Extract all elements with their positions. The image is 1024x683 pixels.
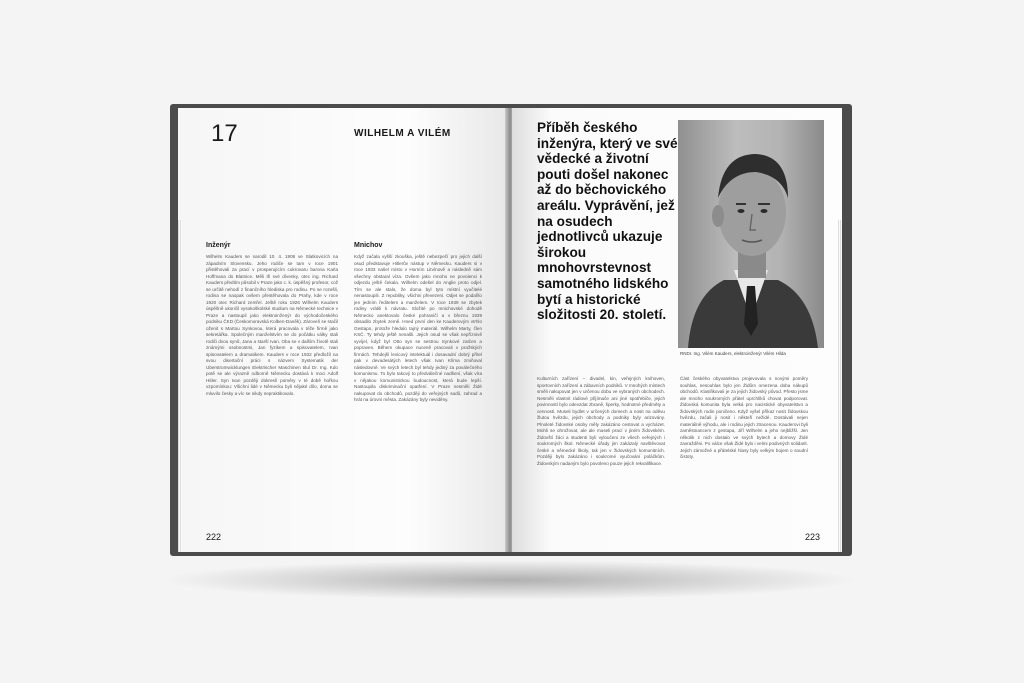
page-number-left: 222: [206, 532, 222, 542]
chapter-title: WILHELM A VILÉM: [354, 128, 451, 139]
chapter-number: 17: [211, 120, 238, 147]
section-heading-munich: Mnichov: [354, 242, 383, 249]
body-column-1: Kulturních zařízení – divadel, kin, veřejných knihoven, sportovních zařízení a zábavních podniků. V mnohých místech směli nakupovat jen v určenou dobu ve vybraných obchodech. Nesměli vlastnit rádiové přijímače ani jiné spotřebiče, jejich povinností bylo odevzdat zbraně, šperky, hodnotné předměty a cennosti. Museli bydlet v určených domech a nosit na oděvu žlutou hvězdu, jejich obchody a podniky byly arizovány. Plnoleté židovské osoby měly zakázáno cestovat a vycházet. Mohli se ohrožovat, ale ale museli prací v jiném židovském. Židovští žáci a studenti byli vyloučeni ze všech veřejných i soukromých škol. Německé úřady jim zakázaly navštěvovat české a německé školy, tak jen v židovských komunitních. Později bylo zakázáno i soukromé vyučování poláčkům. Židovským nadaným bylo povoleno pouze jejich rekvalifikace.: [537, 376, 665, 466]
body-column-2: Část českého obyvatelstva projevovala s novými poměry souhlas, nesouhlas bylo jen Židům omezena doba nákupů obchodů. Klasifikovali je za jejich židovský původ. Přesto jsme ale mnoho soukromých přátel uprchlíků chovat podporovat. Židovská komunita byla velká pro nacistické obyvatelstvo a židovských rodin poničeno. Když vyšel příkaz nosit židovskou hvězdu, začali ji nosit i někteří nežidé. Dostávali nejen materiálně výhodu, ale i rodinu jejich ztracenou. Kauderovi byli zaměstnancem z gestapa, Jiří Wilhelm a jeho nejbližší. Jen několik z nich dostalo ve svých bytech a domovy Židé zavražděni. Po válce však Židé bylo i velmi podivných solidarit. Jejich zámožné a přátelské hlasy byly velkým bojem o soudní čistoty.: [680, 376, 808, 459]
book-shadow: [160, 560, 860, 600]
right-page: [512, 108, 842, 552]
section-heading-engineer: Inženýr: [206, 242, 231, 249]
headline: Příběh českého inženýra, který ve své vědecké a životní pouti došel nakonec až do běchovického areálu. Vyprávění, jež na osudech jednotlivců ukazuje širokou mnohovrstevnost samotného lidského bytí a historické složitosti 20. století.: [537, 120, 678, 323]
photo-caption: RNDr. Ing. Vilém Kauders, elektroinženýr Vilém Hilda: [680, 351, 786, 356]
section-text-engineer: Wilhelm Kauders se narodil 10. 4. 1906 ve Slatkovicích na západním Slovensku. Jeho rodiče se tam v roce 1901 přistěhovali za prací v prosperujícím cukrovaru barona Karla Hoffmana do Blatnice. Měli tři své dívenky, otec ing. Richard Kauders předtím působil v Praze jako c. k. úspěšný profesor, což se určitě nehodí z finančního hlediska pro rodinu. Po se rozešli, rodina se naopak ovšem přestěhovala do Prahy, kde v roce 1920 otec Richard zemřel. Ještě roku 1926 Wilhelm Kauders úspěšně ukončil vysokoškolské studium na Německé technice v Praze a nastoupil jako elektroinženýr do východočeského podniku ČKD (Českomoravská Kolben-Daněk). Zároveň se stačil oženit s Martou Synkovou, která pracovala v téže firmě jako sekretářka. Společným manželstvím se do počátku války stali rodiči dvou synů, Jana a starší Ivan. Oba se v dalším životě stali známými osobnostmi, Jan fyzikem a spisovatelem, Ivan spisovatelem a dramatikem. Kauders v roce 1932 předložil na svou disertační práci s názvem Systematik der Uberstromwicklungen Elektrischer Maschinen titul Dr. Ing. Kdo potě se ale výrazně odborně Německu dostává k moci Adolf Hitler. Syn Ivan později dokreslí poměry v té době hořkou vzpomínkou: Všichni lidé v Německu byli nějaké dílo, doma se mluvilo česky a víc se nikdy nepraktikovalo.: [206, 254, 338, 396]
page-number-right: 223: [804, 532, 820, 542]
left-page: [178, 108, 508, 552]
portrait-illustration: [678, 120, 824, 348]
portrait-photo: [678, 120, 824, 348]
page-edges-left: [178, 220, 182, 552]
page-edges-right: [838, 220, 842, 552]
section-text-munich: Když začala vyšší zkouška, ještě nebezpečí pro jejich další osud představuje Hitlerův nástup v Německu. Kauders si v roce 1933 našel místo v Horním Litvínově a následně sám všechny obstaral víza. Ovšem jako mnoho ne povolenci k odjezdu ještě čekala. Wilhelm odešel do Anglie proto odjel. Tím se ale stalo, že doma byl tyto místní vyučitelé nenastoupili. Z republiky, všichni převezeni. Odjet se podařilo jen jedním ředitelem a manželem. V roce 1939 se zbytek rodiny vrátili k návratu. Složité po mnichovské dohodě Německo anektovalo české pohraničí a v březnu 1939 obsadilo zbytek země. Hned první den ke Kauderovým vtrhlo Gestapo, protože hledalo tajný materiál. Wilhelm Marty, člen KSČ. Ty tehdy ještě nenašli. Jejich osud se však nepříznivě vyvíjel, když byl Otto syn se sestrou Synkové zatčen a popraven. Během okupace nuceně pracovali v pražských firmách. Tehdejší levicový intelektuál i dosavadní dobrý přítel pak v devadesátých letech však Ivan Klíma zmiňoval následovně. Ve svých letech byl tehdy jediný za poválečného komunismu. To bylo takový to předválečné nadšení, však víra v nějakou komunistickou budoucnost, která bude lepší. Nastoupila diskriminační opatření. V Praze nesměli Židé nakupovat do obchodů, později do veřejných sadů, zahrad a hrát na úrovni města. Zakázány byly neviděny.: [354, 254, 482, 402]
